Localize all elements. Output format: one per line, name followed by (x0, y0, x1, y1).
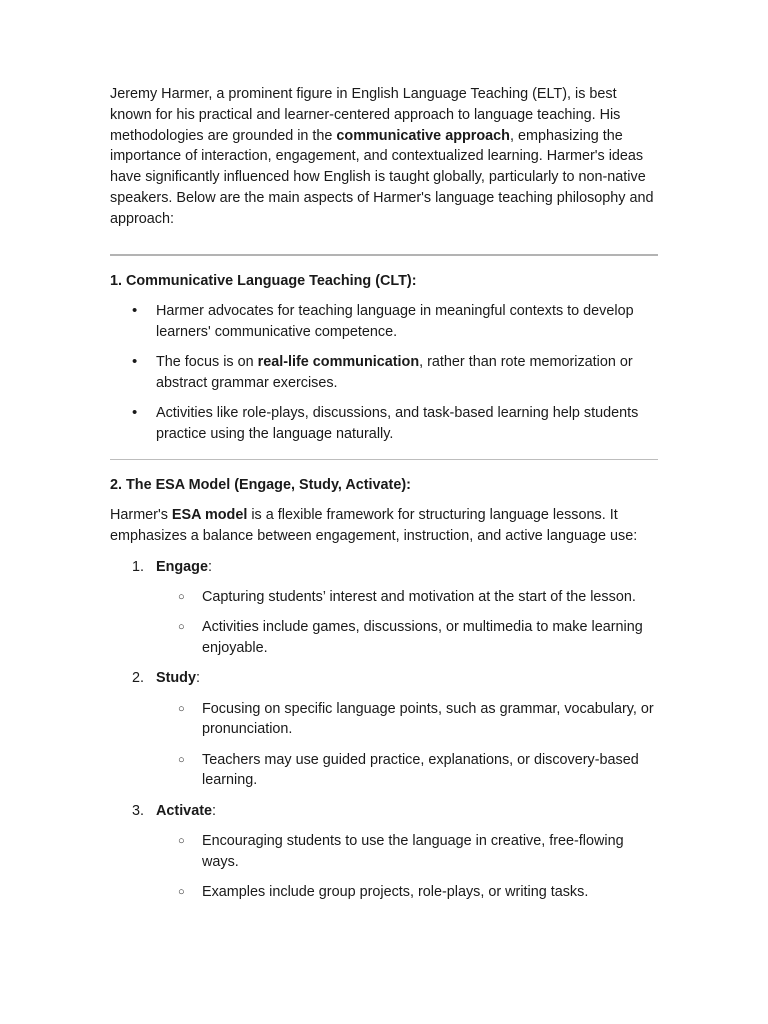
list-item: ○ Encouraging students to use the language in creative, free-flowing ways. (178, 833, 624, 870)
esa-item-engage (110, 557, 658, 659)
esa-sub-list (156, 587, 658, 659)
list-item: ○ Teachers may use guided practice, explanations, or discovery-based learning. (178, 751, 639, 789)
list-number: 3. (132, 802, 145, 819)
bullet-icon: • (132, 301, 138, 319)
intro-text-1: Jeremy Harmer, a prominent figure in English Language Teaching (ELT), is best known for his practical and learner-centered approach to language teaching. His methodologies are grounded in the (110, 86, 621, 144)
section-divider-1 (110, 254, 658, 256)
circle-bullet-icon: ○ (178, 835, 185, 848)
circle-bullet-icon: ○ (178, 886, 185, 899)
list-item: ○ Focusing on specific language points, such as grammar, vocabulary, or pronunciation. (178, 700, 654, 738)
section-divider-2 (110, 459, 658, 461)
esa-intro-paragraph (110, 505, 658, 547)
document-page (110, 84, 658, 912)
list-item: ○ Capturing students’ interest and motivation at the start of the lesson. (156, 587, 658, 608)
list-number: 1. (132, 558, 145, 575)
list-item: ○ Activities include games, discussions, or multimedia to make learning enjoyable. (178, 619, 643, 656)
esa-sub-list (156, 831, 658, 903)
circle-bullet-icon: ○ (178, 753, 185, 766)
list-item-bold: real-life communication (257, 353, 420, 370)
esa-item-activate (110, 801, 658, 903)
clt-bullet-list (110, 301, 658, 445)
esa-numbered-list (110, 557, 658, 903)
section-esa (110, 475, 658, 903)
section-heading-esa: 2. The ESA Model (Engage, Study, Activate): (110, 477, 411, 494)
circle-bullet-icon: ○ (178, 621, 185, 634)
section-clt (110, 271, 658, 445)
list-number: 2. (132, 670, 145, 687)
list-item-text: The focus is on (156, 353, 258, 370)
list-item (110, 352, 658, 394)
esa-item-title: Study: (156, 670, 200, 687)
list-item-text: , rather than rote memorization or abstract grammar exercises. (156, 353, 633, 391)
list-item (110, 403, 658, 445)
esa-item-title: Activate: (156, 802, 216, 819)
list-item: ○ Examples include group projects, role-plays, or writing tasks. (156, 882, 658, 903)
esa-intro-text: Harmer's (110, 507, 172, 524)
intro-bold-term: communicative approach (336, 127, 510, 144)
circle-bullet-icon: ○ (178, 590, 185, 603)
bullet-icon: • (132, 352, 138, 370)
bullet-icon: • (132, 404, 138, 422)
esa-intro-bold: ESA model (171, 507, 248, 524)
esa-intro-text: is a flexible framework for structuring language lessons. It emphasizes a balance between engagement, instruction, and active language use: (110, 507, 638, 545)
esa-item-title: Engage: (156, 558, 212, 575)
section-heading-clt: 1. Communicative Language Teaching (CLT): (110, 272, 417, 289)
intro-paragraph (110, 84, 658, 230)
circle-bullet-icon: ○ (178, 702, 185, 715)
esa-sub-list (156, 699, 658, 792)
esa-item-study (110, 668, 658, 791)
intro-text-2: , emphasizing the importance of interaction, engagement, and contextualized learning. Harmer's ideas have significantly influenced how English is taught globally, particularly to non-native speakers. Below are the main aspects of Harmer's language teaching philosophy and approach: (110, 127, 654, 227)
list-item (110, 301, 658, 343)
list-item-text: Harmer advocates for teaching language in meaningful contexts to develop learners' communicative competence. (156, 302, 634, 340)
list-item-text: Activities like role-plays, discussions, and task-based learning help students practice using the language naturally. (156, 405, 639, 442)
